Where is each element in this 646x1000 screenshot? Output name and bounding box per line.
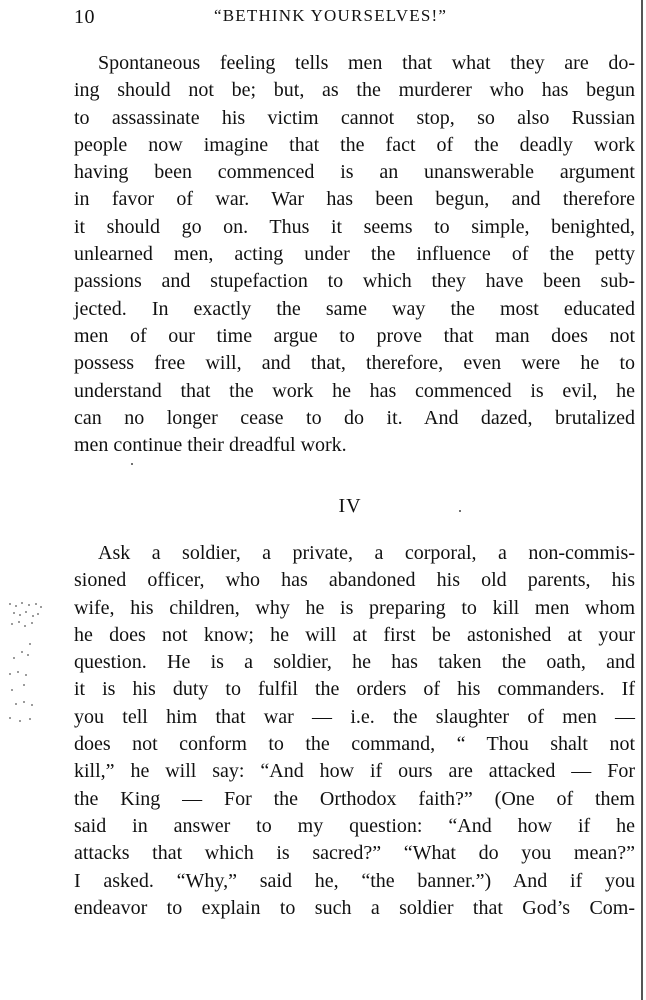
text-line: said in answer to my question: “And how if he [74, 814, 635, 837]
text-line: jected. In exactly the same way the most educated [74, 297, 635, 320]
text-line: people now imagine that the fact of the deadly work [74, 133, 635, 156]
paragraph-1 [74, 50, 635, 459]
text-line: passions and stupefaction to which they have been sub- [74, 270, 635, 293]
text-line: it should go on. Thus it seems to simple, benighted, [74, 215, 635, 238]
text-line: having been commenced is an unanswerable argument [74, 161, 635, 184]
text-line: Ask a soldier, a private, a corporal, a non-commis- [98, 542, 635, 564]
text-line: to assassinate his victim cannot stop, so also Russian [74, 106, 635, 129]
page-number: 10 [74, 6, 95, 28]
stray-print-dot [131, 463, 133, 465]
text-line: Spontaneous feeling tells men that what they are do- [98, 52, 635, 74]
text-line: sioned officer, who has abandoned his old parents, his [74, 569, 635, 592]
text-line: understand that the work he has commenced is evil, he [74, 379, 635, 402]
text-line: question. He is a soldier, he has taken the oath, and [74, 651, 635, 674]
text-line: wife, his children, why he is preparing to kill men whom [74, 596, 635, 619]
text-line: possess free will, and that, therefore, even were he to [74, 352, 635, 375]
paragraph-2 [74, 540, 635, 922]
text-line: the King — For the Orthodox faith?” (One of them [74, 787, 635, 810]
text-line: unlearned men, acting under the influence of the petty [74, 243, 635, 266]
margin-speckle-marks [4, 600, 44, 730]
text-line: you tell him that war — i.e. the slaughter of men — [74, 705, 635, 728]
text-line: attacks that which is sacred?” “What do you mean?” [74, 842, 635, 865]
stray-print-dot [459, 510, 461, 512]
text-line: kill,” he will say: “And how if ours are attacked — For [74, 760, 635, 783]
text-line: men continue their dreadful work. [74, 434, 347, 457]
text-line: does not conform to the command, “ Thou shalt not [74, 733, 635, 756]
section-heading: IV [338, 495, 362, 517]
text-line: men of our time argue to prove that man does not [74, 324, 635, 347]
text-line: I asked. “Why,” said he, “the banner.”) And if you [74, 869, 635, 892]
text-line: endeavor to explain to such a soldier that God’s Com- [74, 896, 635, 919]
text-line: can no longer cease to do it. And dazed, brutalized [74, 406, 635, 429]
text-line: it is his duty to fulfil the orders of his commanders. If [74, 678, 635, 701]
text-line: ing should not be; but, as the murderer who has begun [74, 79, 635, 102]
text-line: he does not know; he will at first be astonished at your [74, 623, 635, 646]
text-line: in favor of war. War has been begun, and therefore [74, 188, 635, 211]
running-title: “BETHINK YOURSELVES!” [214, 6, 448, 25]
